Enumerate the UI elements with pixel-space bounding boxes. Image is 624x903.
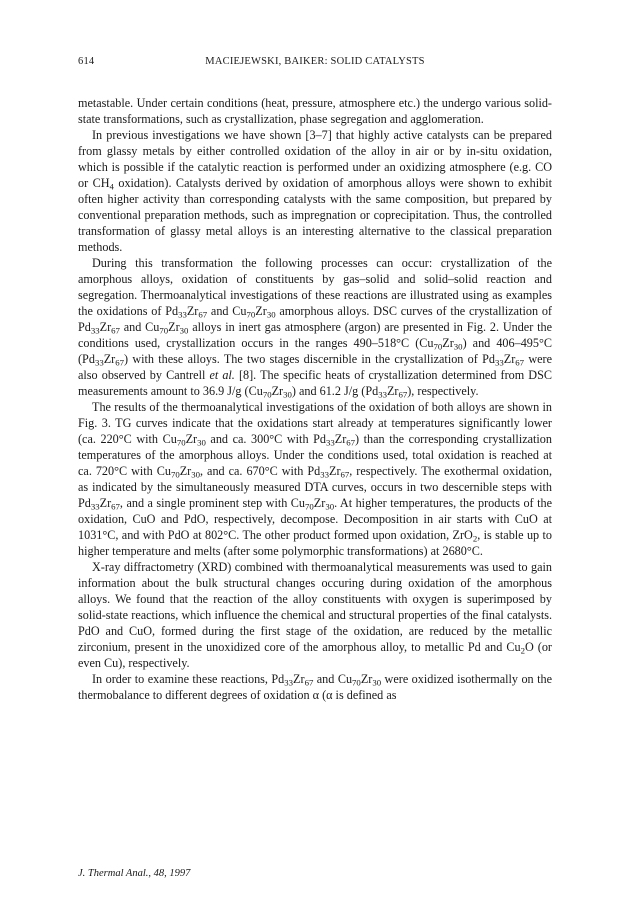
paragraph: The results of the thermoanalytical investigations of the oxidation of both alloys are shown in Fig. 3. TG curves indicate that the oxidations start already at temperatures significantly lower (ca. 220°C with $Cu_{70}Zr_{30}$ and ca. 300°C with $Pd_{33}Zr_{67}$) than the corresponding crystallization temperatures of the amorphous alloys. Under the conditions used, total oxidation is reached at ca. 720°C with $Cu_{70}Zr_{30}$, and ca. 670°C with $Pd_{33}Zr_{67}$, respectively. The exothermal oxidation, as indicated by the simultaneously measured DTA curves, occurs in two descernible steps with $Pd_{33}Zr_{67}$, and a single prominent step with $Cu_{70}Zr_{30}$. At higher temperatures, the products of the oxidation, CuO and PdO, respectively, decompose. Decomposition in air starts with CuO at 1031°C, and with PdO at 802°C. The other product formed upon oxidation, ZrO$_2$, is stable up to higher temperature and melts (after some polymorphic transformations) at 2680°C. [78,400,552,558]
paragraph: X-ray diffractometry (XRD) combined with thermoanalytical measurements was used to gain information about the bulk structural changes occuring during oxidation of the amorphous alloys. We found that the reaction of the alloy constituents with oxygen is superimposed by solid-state reactions, which influence the chemical and structural properties of the final catalysts. PdO and CuO, formed during the first stage of the oxidation, are reduced by the metallic zirconium, present in the unoxidized core of the amorphous alloy, to metallic Pd and $Cu_2O$ (or even Cu), respectively. [78,560,552,670]
paragraph: During this transformation the following processes can occur: crystallization of the amorphous alloys, oxidation of constituents by gas–solid and solid–solid reaction and segregation. Thermoanalytical investigations of these reactions are illustrated using as examples the oxidations of $Pd_{33}Zr_{67}$ and $Cu_{70}Zr_{30}$ amorphous alloys. DSC curves of the crystallization of $Pd_{33}Zr_{67}$ and $Cu_{70}Zr_{30}$ alloys in inert gas atmosphere (argon) are presented in Fig. 2. Under the conditions used, crystallization occurs in the ranges 490–518°C $(Cu_{70}Zr_{30})$ and 406–495°C $(Pd_{33}Zr_{67})$ with these alloys. The two stages discernible in the crystallization of $Pd_{33}Zr_{67}$ were also observed by Cantrell et al. [8]. The specific heats of crystallization determined from DSC measurements amount to 36.9 J/g $(Cu_{70}Zr_{30})$ and 61.2 J/g $(Pd_{33}Zr_{67})$, respectively. [78,256,552,400]
paragraph: metastable. Under certain conditions (heat, pressure, atmosphere etc.) the undergo various solid-state transformations, such as crystallization, phase segregation and agglomeration. [78,96,552,126]
running-title: MACIEJEWSKI, BAIKER: SOLID CATALYSTS [205,56,425,67]
page-header [78,56,552,72]
paragraph: In previous investigations we have shown [3–7] that highly active catalysts can be prepared from glassy metals by either controlled oxidation of the alloy in air or by in-situ oxidation, which is possible if the catalytic reaction is performed under an oxidizing atmosphere (e.g. CO or $CH_4$ oxidation). Catalysts derived by oxidation of amorphous alloys were shown to exhibit often higher activity than corresponding catalysts with the same composition, but prepared by conventional preparation methods, such as impregnation or coprecipitation. Thus, the controlled transformation of glassy metal alloys is an interesting alternative to the classical preparation methods. [78,128,552,254]
article-body [78,95,552,703]
paragraph: In order to examine these reactions, $Pd_{33}Zr_{67}$ and $Cu_{70}Zr_{30}$ were oxidized isothermally on the thermobalance to different degrees of oxidation α (α is defined as [78,672,552,702]
journal-footer: J. Thermal Anal., 48, 1997 [78,868,191,879]
page-number: 614 [78,56,95,67]
